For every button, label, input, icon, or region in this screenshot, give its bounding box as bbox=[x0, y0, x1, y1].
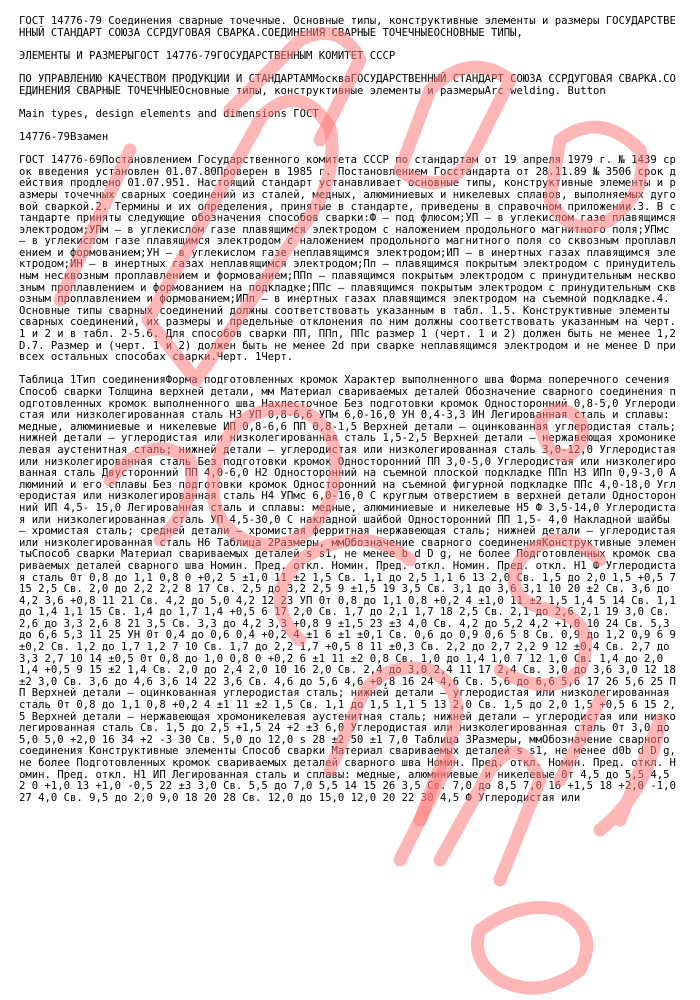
doc-tables-text: Таблица 1Тип соединенияФорма подготовленных кромок Характер выполненного шва Форма поперечного сечения Способ сварки Толщина верхней детали, мм Материал свариваемых деталей Обозначение сварного соединения подготовленных кромок выполненного шва Нахлесточное Без подготовки кромок Односторонний 0,8-5,0 Углеродистая или низколегированная сталь Н3 УП 0,8-6,6 УПм 6,0-16,0 УН 0,4-3,3 ИН Легированная сталь и сплавы: медные, алюминиевые и никелевые ИП 0,8-6,6 ПП 0,8-1,5 Верхней детали — оцинкованная углеродистая сталь; нижней детали — углеродистая или низколегированная сталь 1,5-2,5 Верхней детали — нержавеющая хромоникелевая аустенитная сталь; нижней детали — углеродистая или низколегированная сталь 3,0-12,0 Углеродистая или низколегированная сталь Без подготовки кромок Односторонний ПП 3,0-5,0 Углеродистая или низколегированная сталь Двусторонний ПП 4,0-6,0 Н2 Односторонний на съемной плоской подкладке ППп Н3 ИПп 0,9-3,0 Алюминий и его сплавы Без подготовки кромок Односторонний на съемной фигурной подкладке ППс 4,0-18,0 Углеродистая или низколегированная сталь Н4 УПмс 6,0-16,0 С круглым отверстием в верхней детали Односторонний ИП 4,5- 15,0 Легированная сталь и сплавы: медные, алюминиевые и никелевые Н5 Ф 3,5-14,0 Углеродистая или низколегированная сталь УП 4,5-30,0 С накладной шайбой Односторонний ПП 1,5- 4,0 Накладной шайбы — хромистая сталь; средней детали — хромистая ферритная нержавеющая сталь; нижней детали — углеродистая или низколегированная сталь Н6 Таблица 2Размеры, ммОбозначение сварного соединенияКонструктивные элементыСпособ сварки Материал свариваемых деталей s s1, не менее b d D g, не более Подготовленных кромок свариваемых деталей сварного шва Номин. Пред. откл. Номин. Пред. откл. Номин. Пред. откл. Н1 Ф Углеродистая сталь 0т 0,8 до 1,1 0,8 0 +0,2 5 ±1,0 11 ±2 1,5 Св. 1,1 до 2,5 1,1 6 13 2,0 Св. 1,5 до 2,0 1,5 +0,5 7 15 2,5 Св. 2,0 до 2,2 2,2 8 17 Св. 2,5 до 3,2 2,5 9 ±1,5 19 3,5 Св. 3,1 до 3,6 3,1 10 20 ±2 Св. 3,6 до 4,2 3,6 +0,8 11 21 Св. 4,2 до 5,0 4,2 12 23 УП 0т 0,8 до 1,1 0,8 +0,2 4 ±1,0 11 ±2 1,5 1,4 5 14 Св. 1,1 до 1,4 1,1 15 Св. 1,4 до 1,7 1,4 +0,5 6 17 2,0 Св. 1,7 до 2,1 1,7 18 2,5 Св. 2,1 до 2,6 2,1 19 3,0 Св. 2,6 до 3,3 2,6 8 21 3,5 Св. 3,3 до 4,2 3,3 +0,8 9 ±1,5 23 ±3 4,0 Св. 4,2 до 5,2 4,2 +1,0 10 24 Св. 5,3 до 6,6 5,3 11 25 УН 0т 0,4 до 0,6 0,4 +0,2 4 ±1 6 ±1 ±0,1 Св. 0,6 до 0,9 0,6 5 8 Св. 0,9 до 1,2 0,9 6 9 ±0,2 Св. 1,2 до 1,7 1,2 7 10 Св. 1,7 до 2,2 1,7 +0,5 8 11 ±0,3 Св. 2,2 до 2,7 2,2 9 12 ±0,4 Св. 2,7 до 3,3 2,7 10 14 ±0,5 0т 0,8 до 1,0 0,8 0 +0,2 6 ±1 11 ±2 0,8 Св. 1,0 до 1,4 1,0 7 12 1,0 Св. 1,4 до 2,0 1,4 +0,5 9 15 ±2 1,4 Св. 2,0 до 2,4 2,0 10 16 2,0 Св. 2,4 до 3,0 2,4 11 17 2,4 Св. 3,0 до 3,6 3,0 12 18 ±2 3,0 Св. 3,6 до 4,6 3,6 14 22 3,6 Св. 4,6 до 5,6 4,6 +0,8 16 24 4,6 Св. 5,6 до 6,6 5,6 17 26 5,6 25 ПП Верхней детали — оцинкованная углеродистая сталь; нижней детали — углеродистая или низколегированная сталь 0т 0,8 до 1,1 0,8 +0,2 4 ±1 11 ±2 1,5 Св. 1,1 до 1,5 1,1 5 13 2,0 Св. 1,5 до 2,0 1,5 +0,5 6 15 2,5 Верхней детали — нержавеющая хромоникелевая аустенитная сталь; нижней детали — углеродистая или низколегированная сталь Св. 1,5 до 2,5 +1,5 24 +2 ±3 6,0 Углеродистая или низколегированная сталь 0т 3,0 до 5,0 5,0 +2,0 16 34 +2 -3 30 Св. 5,0 до 12,0 s 28 ±2 50 ±1 7,0 Таблица 3Размеры, ммОбозначение сварного соединения Конструктивные элементы Способ сварки Материал свариваемых деталей s s1, не менее d0b d D g, не более Подготовленных кромок свариваемых деталей сварного шва Номин. Пред. откл. Номин. Пред. откл. Номин. Пред. откл. Н1 ИП Легированная сталь и сплавы: медные, алюминиевые и никелевые 0т 4,5 до 5,5 4,5 2 0 +1,0 13 +1,0 -0,5 22 ±3 3,0 Св. 5,5 до 7,0 5,5 14 15 26 3,5 Св. 7,0 до 8,5 7,0 16 +1,5 18 +2,0 -1,0 27 4,0 Св. 9,5 до 2,0 9,0 18 20 28 Св. 12,0 до 15,0 12,0 20 22 30 4,5 Ф Углеродистая или bbox=[19, 374, 683, 804]
doc-committee-line: ПО УПРАВЛЕНИЮ КАЧЕСТВОМ ПРОДУКЦИИ И СТАНДАРТАММоскваГОСУДАРСТВЕННЫЙ СТАНДАРТ СОЮЗА ССРДУГОВАЯ СВАРКА.СОЕДИНЕНИЯ СВАРНЫЕ ТОЧЕЧНЫЕОсновные типы, конструктивные элементы и размерыArc welding. Button bbox=[19, 72, 676, 97]
doc-heading-line: ГОСТ 14776-79 Соединения сварные точечные. Основные типы, конструктивные элементы и размеры ГОСУДАРСТВЕННЫЙ СТАНДАРТ СОЮЗА ССРДУГОВАЯ СВАРКА.СОЕДИНЕНИЯ СВАРНЫЕ ТОЧЕЧНЫЕОСНОВНЫЕ ТИПЫ, bbox=[19, 15, 676, 39]
watermark-letter-e bbox=[478, 908, 587, 989]
doc-elements-line: ЭЛЕМЕНТЫ И РАЗМЕРЫГОСТ 14776-79ГОСУДАРСТВЕННЫМ КОМИТЕТ СССР bbox=[19, 49, 396, 62]
document-body bbox=[19, 16, 681, 816]
doc-replaces-line: 14776-79Взамен bbox=[19, 130, 109, 143]
doc-main-text: ГОСТ 14776-69Постановлением Государственного комитета СССР по стандартам от 19 апреля 1979 г. № 1439 срок введения установлен 01.07.80Проверен в 1985 г. Постановлением Госстандарта от 28.11.89 № 3506 срок действия продлено 01.07.951. Настоящий стандарт устанавливает основные типы, конструктивные элементы и размеры точечных сварных соединений из сталей, медных, алюминиевых и никелевых сплавов, выполняемых дуговой сваркой.2. Термины и их определения, принятые в стандарте, приведены в справочном приложении.3. В стандарте приняты следующие обозначения способов сварки:Ф — под флюсом;УП — в углекислом газе плавящимся электродом;УПм — в углекислом газе плавящимся электродом с наложением продольного магнитного поля;УПмс — в углекислом газе плавящимся электродом с наложением продольного магнитного поля со сквозным проплавлением и формованием;УН — в углекислом газе неплавящимся электродом;ИП — в инертных газах плавящимся электродом;ИН — в инертных газах неплавящимся электродом;Пп — плавящимся покрытым электродом с принудительным несквозным проплавлением и формованием;ППп — плавящимся покрытым электродом с принудительным несквозным проплавлением и формованием на подкладке;ППс — плавящимся покрытым электродом с принудительным сквозным проплавлением и формованием;ИПп — в инертных газах плавящимся электродом на съемной подкладке.4. Основные типы сварных соединений должны соответствовать указанным в табл. 1.5. Конструктивные элементы сварных соединений, их размеры и предельные отклонения по ним должны соответствовать указанным на черт. 1 и 2 и в табл. 2-5.6. Для способов сварки ПП, ППп, ППс размер 1 (черт. 1 и 2) должен быть не менее 1,2D.7. Размер и (черт. 1 и 2) должен быть не менее 2d при сварке неплавящимся электродом и не менее D при всех остальных способах сварки.Черт. 1Черт. bbox=[19, 154, 683, 364]
doc-english-title: Main types, design elements and dimensions ГОСТ bbox=[19, 107, 319, 120]
